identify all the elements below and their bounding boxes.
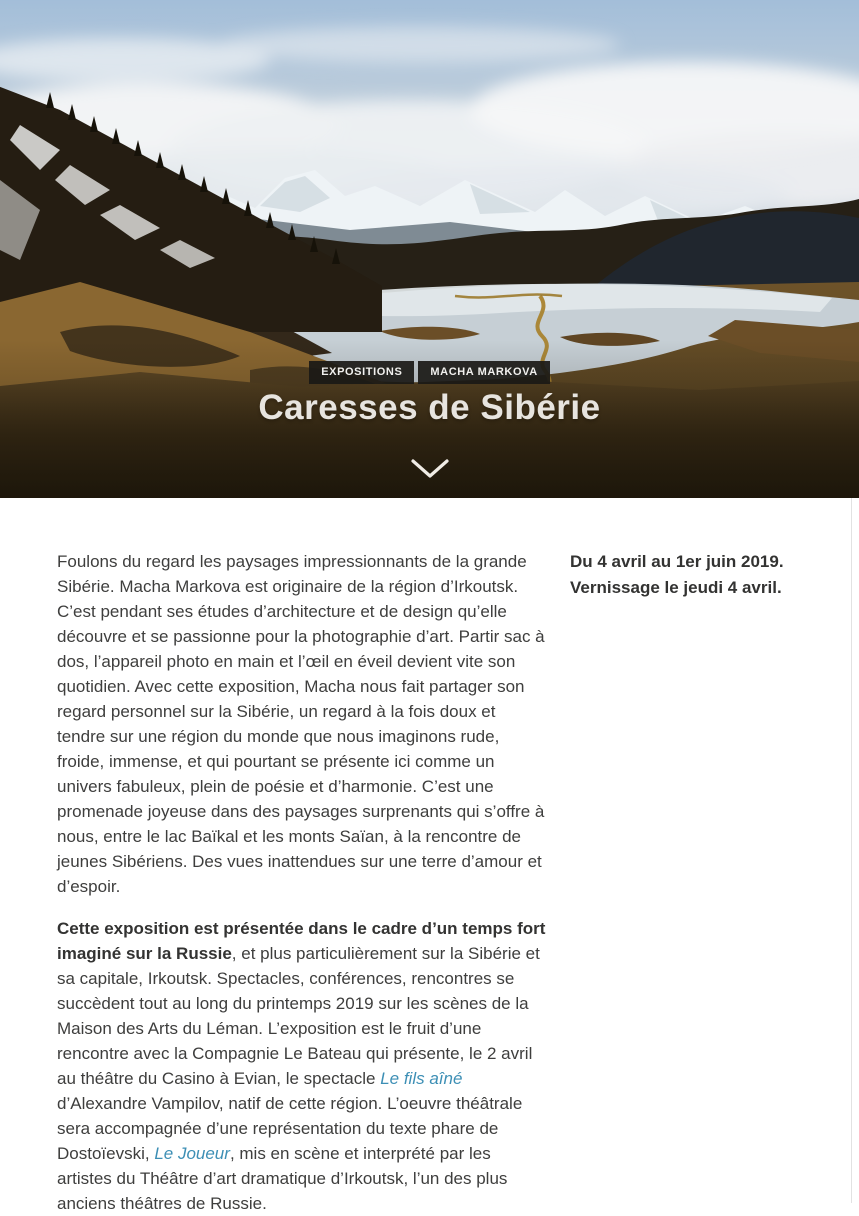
content-right-border [851,498,852,1203]
hero-section [0,0,859,498]
hero-overlay [0,0,859,498]
link-le-fils-aine[interactable]: Le fils aîné [380,1069,463,1088]
link-le-joueur[interactable]: Le Joueur [154,1144,230,1163]
article-text-segment: , et plus particulièrement sur la Sibérie et sa capitale, Irkoutsk. Spectacles, conférences, rencontres se succèdent tout au long du printemps 2019 sur les scènes de la Maison des Arts du Léman. L’exposition est le fruit d’une rencontre avec la Compagnie Le Bateau qui présente, le 2 avril au théâtre du Casino à Evian, le spectacle [57,944,540,1088]
article-body [57,549,546,1216]
article-section [0,498,859,1216]
breadcrumb [0,361,859,384]
article-text-segment: , mis en scène et interprété par les artistes du Théâtre d’art dramatique d’Irkoutsk, l’un des plus anciens théâtres de Russie. [57,1144,508,1213]
event-vernissage-line: Vernissage le jeudi 4 avril. [570,578,782,597]
chevron-down-icon [410,458,450,480]
article-paragraph-2 [57,916,546,1216]
tag-expositions[interactable]: EXPOSITIONS [309,361,414,384]
scroll-down-button[interactable] [0,458,859,480]
article-lead-bold: Cette exposition est présentée dans le cadre d’un temps fort imaginé sur la Russie [57,919,546,963]
event-dates-aside [570,549,800,601]
tag-macha-markova[interactable]: MACHA MARKOVA [418,361,549,384]
page-title: Caresses de Sibérie [258,388,601,427]
event-dates-line: Du 4 avril au 1er juin 2019. [570,552,784,571]
article-paragraph-1: Foulons du regard les paysages impressionnants de la grande Sibérie. Macha Markova est originaire de la région d’Irkoutsk. C’est pendant ses études d’architecture et de design qu’elle découvre et se passionne pour la photographie d’art. Partir sac à dos, l’appareil photo en main et l’œil en éveil devient vite son quotidien. Avec cette exposition, Macha nous fait partager son regard personnel sur la Sibérie, un regard à la fois doux et tendre sur une région du monde que nous imaginons rude, froide, immense, et qui pourtant se présente ici comme un univers fabuleux, plein de poésie et d’harmonie. C’est une promenade joyeuse dans des paysages surprenants qui s’offre à nous, entre le lac Baïkal et les monts Saïan, à la rencontre de jeunes Sibériens. Des vues inattendues sur une terre d’amour et d’espoir. [57,552,545,896]
article-text-segment: d’Alexandre Vampilov, natif de cette région. L’oeuvre théâtrale sera accompagnée d’une représentation du texte phare de Dostoïevski, [57,1094,523,1163]
